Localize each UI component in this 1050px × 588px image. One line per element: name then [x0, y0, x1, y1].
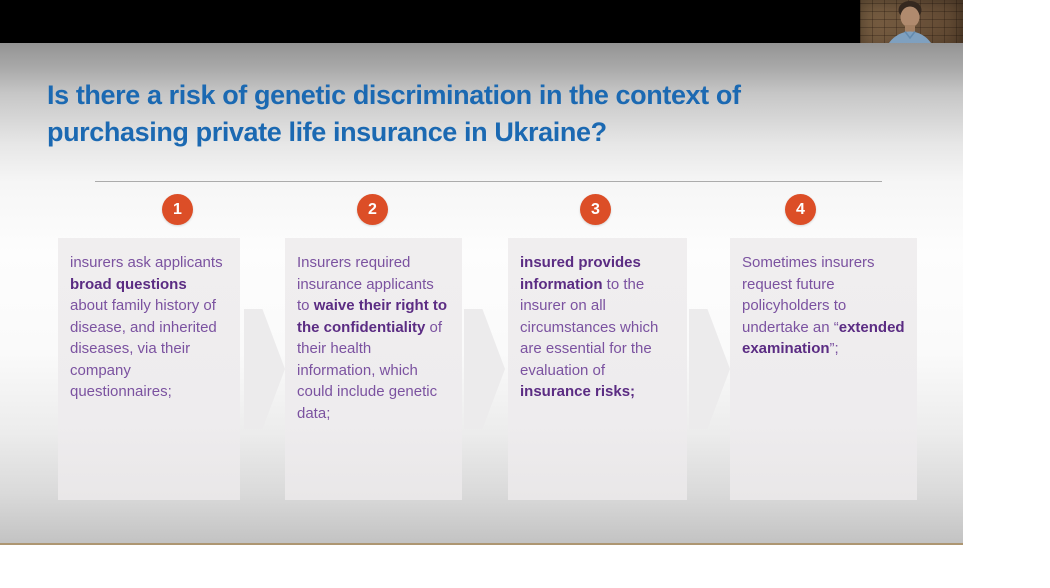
step-card-1: insurers ask applicants broad questions about family history of disease, and inherited diseases, via their company questionnaires;	[58, 238, 240, 500]
slide-title-line-2: purchasing private life insurance in Ukraine?	[47, 117, 607, 147]
step-badge-1	[162, 194, 193, 225]
step-number: 3	[591, 200, 600, 218]
presentation-slide	[0, 43, 963, 545]
step-badge-4	[785, 194, 816, 225]
title-divider-line	[95, 181, 882, 182]
slide-title	[47, 77, 927, 151]
step-number: 2	[368, 200, 377, 218]
step-card-2: Insurers required insurance applicants to waive their right to the confidentiality of their health information, which could include genetic data;	[285, 238, 462, 500]
step-number: 4	[796, 200, 805, 218]
step-card-3: insured provides information to the insurer on all circumstances which are essential for the evaluation of insurance risks;	[508, 238, 687, 500]
step-badge-2	[357, 194, 388, 225]
step-card-4: Sometimes insurers request future policyholders to undertake an “extended examination”;	[730, 238, 917, 500]
step-number: 1	[173, 200, 182, 218]
arrow-right-icon	[689, 309, 730, 429]
slide-title-line-1: Is there a risk of genetic discrimination in the context of	[47, 80, 741, 110]
arrow-right-icon	[244, 309, 285, 429]
top-letterbox-bar	[0, 0, 963, 43]
arrow-right-icon	[464, 309, 505, 429]
step-badge-3	[580, 194, 611, 225]
